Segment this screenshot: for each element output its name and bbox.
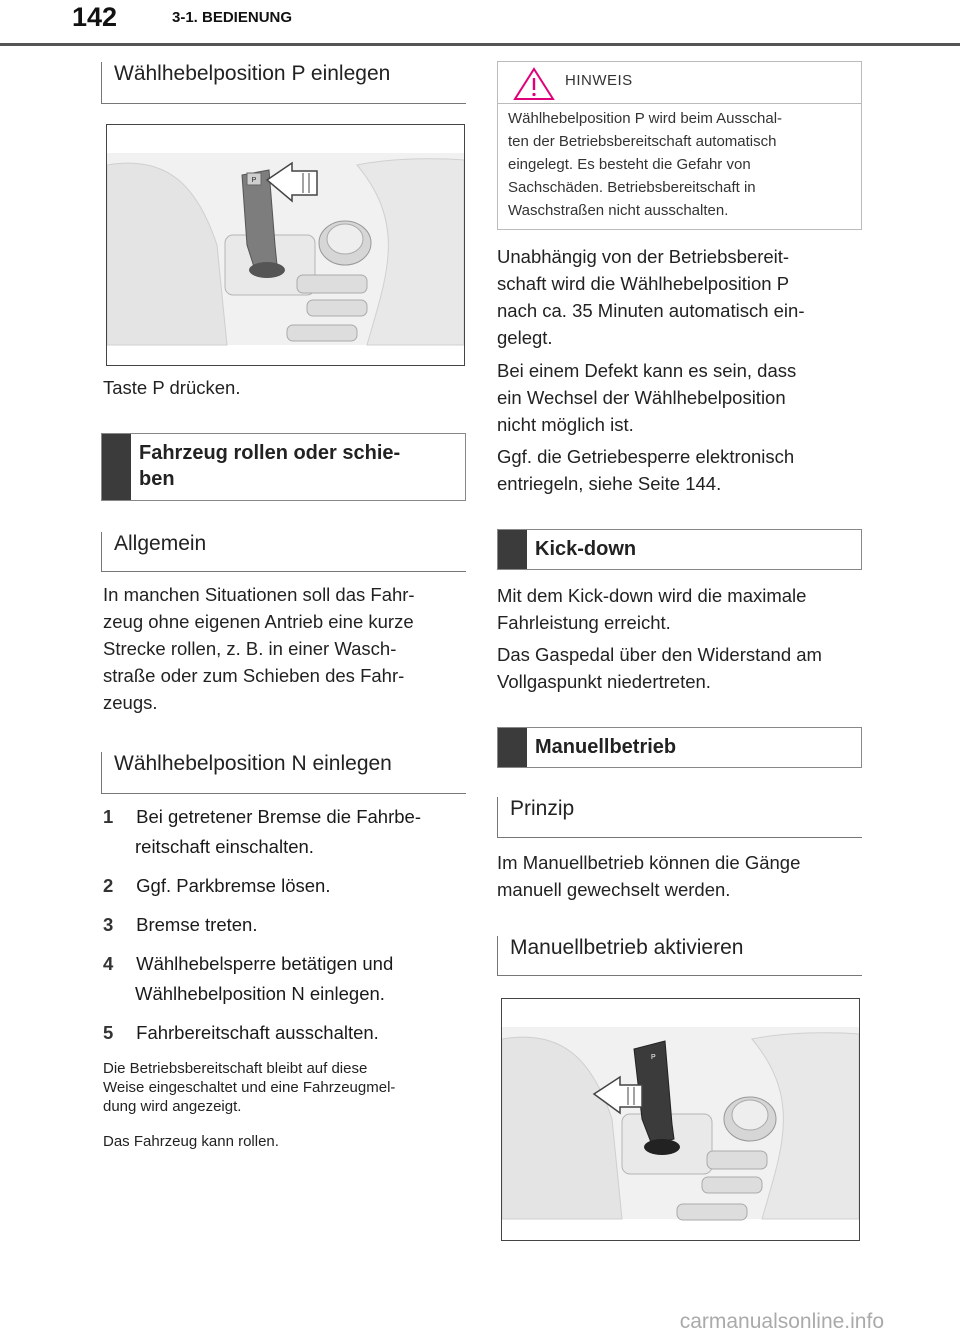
step-item [103,950,468,1007]
note-betriebsbereitschaft: Die Betriebsbereitschaft bleibt auf diese Weise eingeschaltet und eine Fahrzeugmel- dung wird angezeigt. [103,1060,396,1115]
step-text: Ggf. Parkbremse lösen. [136,875,331,896]
heading-allgemein-text: Allgemein [114,532,207,555]
steps-list [103,803,468,1046]
paragraph-allgemein: In manchen Situationen soll das Fahr- zeug ohne eigenen Antrieb eine kurze Strecke rollen, z. B. in einer Wasch- straße oder zum Schieben des Fahr- zeugs. [103,584,415,713]
step-text-cont: reitschaft einschalten. [135,836,314,857]
step-text-cont: Wählhebelposition N einlegen. [135,983,385,1004]
hinweis-box [497,61,862,230]
warning-triangle-icon [512,66,556,102]
heading-position-n [101,752,466,794]
step-number: 4 [103,953,114,974]
heading-box-manuellbetrieb [497,727,862,768]
figure-selector-lever-p [106,124,465,366]
selector-lever-p-illustration [107,125,464,365]
step-item [103,803,468,860]
heading-manuell-aktivieren [497,936,862,976]
figure-selector-lever-manual [501,998,860,1241]
watermark: carmanualsonline.info [679,1310,884,1333]
heading-prinzip-text: Prinzip [510,797,575,820]
heading-kickdown-text: Kick-down [535,538,637,560]
step-text: Bremse treten. [136,914,258,935]
chapter-title: 3-1. BEDIENUNG [172,9,293,26]
note-rollen: Das Fahrzeug kann rollen. [103,1133,279,1150]
step-number: 1 [103,806,114,827]
step-item [103,872,468,899]
heading-position-n-text: Wählhebelposition N einlegen [114,752,392,775]
heading-allgemein [101,532,466,572]
heading-position-p [101,62,466,104]
paragraph-prinzip: Im Manuellbetrieb können die Gänge manuell gewechselt werden. [497,852,801,900]
heading-box-kickdown [497,529,862,570]
step-item [103,911,468,938]
paragraph-kickdown-2: Das Gaspedal über den Widerstand am Vollgaspunkt niedertreten. [497,644,822,692]
step-item [103,1019,468,1046]
page-number: 142 [72,2,118,32]
hinweis-title: HINWEIS [565,72,633,89]
step-number: 5 [103,1022,114,1043]
step-number: 3 [103,914,114,935]
step-text: Fahrbereitschaft ausschalten. [136,1022,379,1043]
heading-box-rollen [101,433,466,501]
figure2-p-label: P [651,1054,656,1061]
heading-manuell-aktivieren-text: Manuellbetrieb aktivieren [510,936,744,959]
heading-rollen-text: Fahrzeug rollen oder schie- ben [139,442,401,490]
heading-manuellbetrieb-text: Manuellbetrieb [535,736,677,758]
step-number: 2 [103,875,114,896]
paragraph-getriebesperre: Ggf. die Getriebesperre elektronisch entriegeln, siehe Seite 144. [497,446,795,494]
paragraph-kickdown-1: Mit dem Kick-down wird die maximale Fahrleistung erreicht. [497,585,807,633]
selector-lever-manual-illustration [502,999,859,1240]
paragraph-unabhaengig: Unabhängig von der Betriebsbereit- schaft wird die Wählhebelposition P nach ca. 35 Minuten automatisch ein- gelegt. [497,246,805,348]
header-rule [0,43,960,46]
heading-prinzip [497,797,862,838]
paragraph-defekt: Bei einem Defekt kann es sein, dass ein Wechsel der Wählhebelposition nicht möglich ist. [497,360,797,435]
heading-position-p-text: Wählhebelposition P einlegen [114,62,391,85]
step-text: Wählhebelsperre betätigen und [136,953,394,974]
hinweis-text: Wählhebelposition P wird beim Ausschal- ten der Betriebsbereitschaft automatisch eingelegt. Es besteht die Gefahr von Sachschäden. Betriebsbereitschaft in Waschstraßen nicht ausschalten. [508,110,783,219]
caption-press-p: Taste P drücken. [103,377,241,398]
figure1-p-label: P [251,177,257,184]
step-text: Bei getretener Bremse die Fahrbe- [136,806,421,827]
